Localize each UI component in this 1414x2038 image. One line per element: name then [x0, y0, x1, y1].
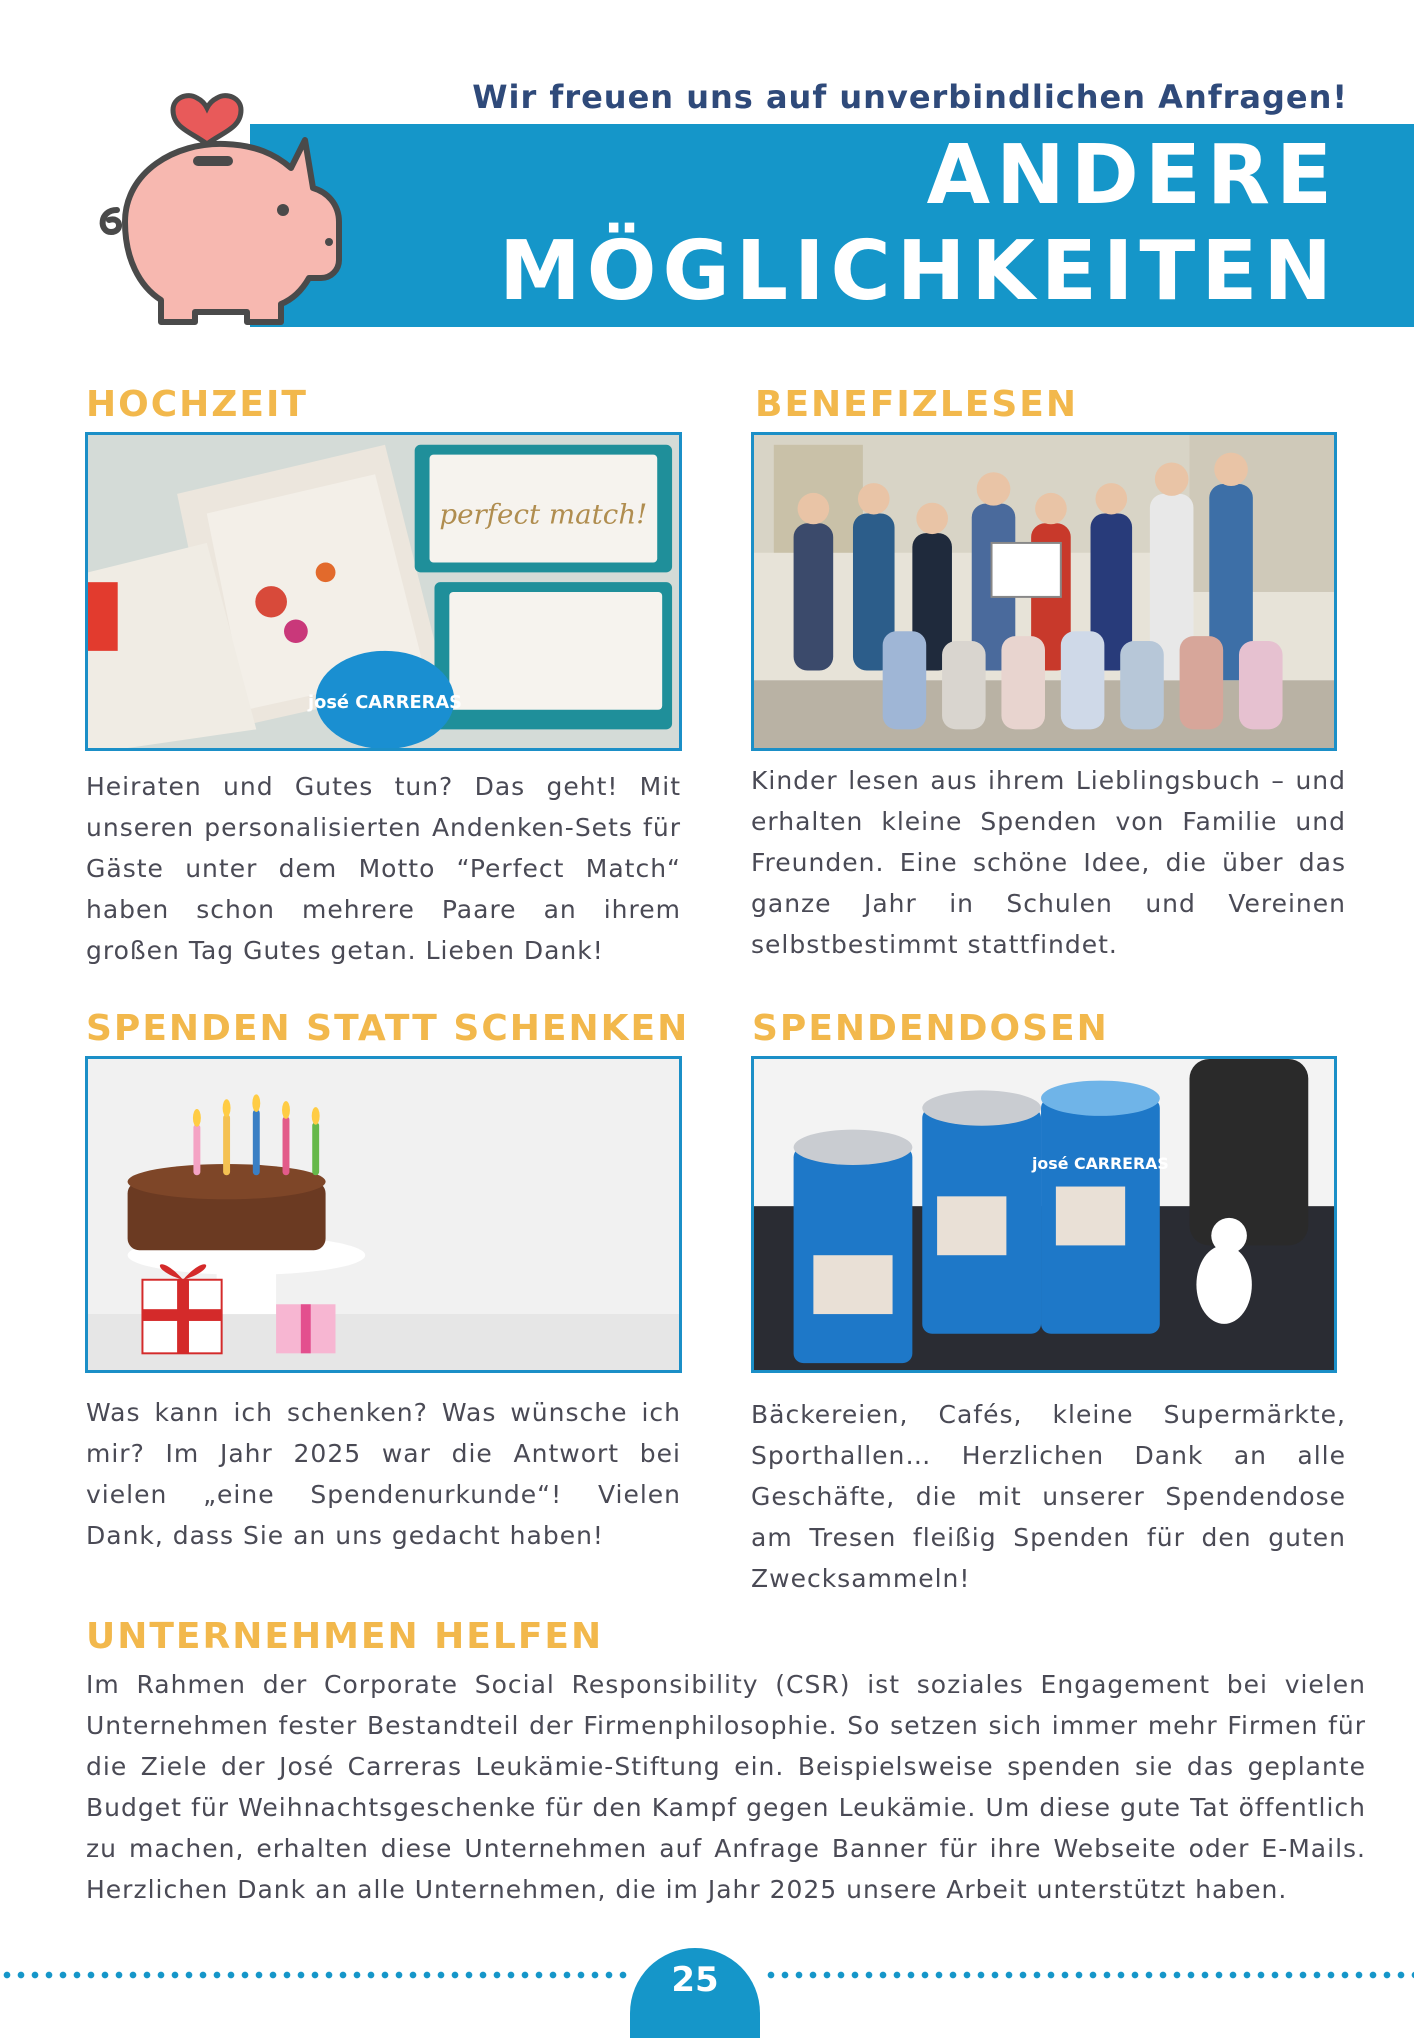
page-title: [499, 128, 1338, 320]
heading-hochzeit: HOCHZEIT: [86, 384, 308, 425]
page-number-badge: [630, 1948, 760, 2038]
text-spenden-statt-schenken: Was kann ich schenken? Was wünsche ich mir? Im Jahr 2025 war die Antwort bei vielen „eine Spendenurkunde“! Vielen Dank, dass Sie an uns gedacht haben!: [86, 1398, 681, 1550]
heading-spenden-statt-schenken: SPENDEN STATT SCHENKEN: [86, 1008, 690, 1049]
photo-label-wedding-brand: josé CARRERAS: [307, 692, 462, 713]
piggy-bank-icon: [95, 92, 345, 328]
photo-spendendosen: [751, 1056, 1337, 1373]
header-tagline: Wir freuen uns auf unverbindlichen Anfragen!: [472, 78, 1348, 116]
photo-label-can-brand: josé CARRERAS: [1032, 1153, 1169, 1173]
photo-hochzeit: [85, 432, 682, 751]
text-spendendosen: Bäckereien, Cafés, kleine Supermärkte, Sporthallen… Herzlichen Dank an alle Geschäfte, die mit unserer Spendendose am Tresen fleißig Spenden für den guten Zwecksammeln!: [751, 1400, 1346, 1593]
photo-spenden-statt-schenken: [85, 1056, 682, 1373]
photo-benefizlesen: [751, 432, 1337, 751]
heading-unternehmen-helfen: UNTERNEHMEN HELFEN: [86, 1616, 604, 1657]
text-unternehmen-helfen: Im Rahmen der Corporate Social Responsibility (CSR) ist soziales Engagement bei vielen Unternehmen fester Bestandteil der Firmenphilosophie. So setzen sich immer mehr Firmen für die Ziele der José Carreras Leukämie-Stiftung ein. Beispielsweise spenden sie das geplante Budget für Weihnachtsgeschenke für den Kampf gegen Leukämie. Um diese gute Tat öffentlich zu machen, erhalten diese Unternehmen auf Anfrage Banner für ihre Webseite oder E-Mails. Herzlichen Dank an alle Unternehmen, die im Jahr 2025 unsere Arbeit unterstützt haben.: [86, 1670, 1366, 1904]
text-benefizlesen: Kinder lesen aus ihrem Lieblingsbuch – und erhalten kleine Spenden von Familie und Freunden. Eine schöne Idee, die über das ganze Jahr in Schulen und Vereinen selbstbestimmt stattfindet.: [751, 766, 1346, 959]
photo-label-wedding: perfect match!: [439, 497, 648, 531]
heading-benefizlesen: BENEFIZLESEN: [755, 384, 1079, 425]
page-title-line1: ANDERE: [926, 128, 1338, 223]
heading-spendendosen: SPENDENDOSEN: [752, 1008, 1109, 1049]
footer-dots-left: [0, 1971, 630, 1979]
footer-dots-right: [764, 1971, 1414, 1979]
text-hochzeit: Heiraten und Gutes tun? Das geht! Mit unseren personalisierten Andenken-Sets für Gäste unter dem Motto “Perfect Match“ haben schon mehrere Paare an ihrem großen Tag Gutes getan. Lieben Dank!: [86, 772, 681, 965]
page-title-line2: MÖGLICHKEITEN: [499, 224, 1338, 319]
page-number: 25: [671, 1960, 719, 2000]
